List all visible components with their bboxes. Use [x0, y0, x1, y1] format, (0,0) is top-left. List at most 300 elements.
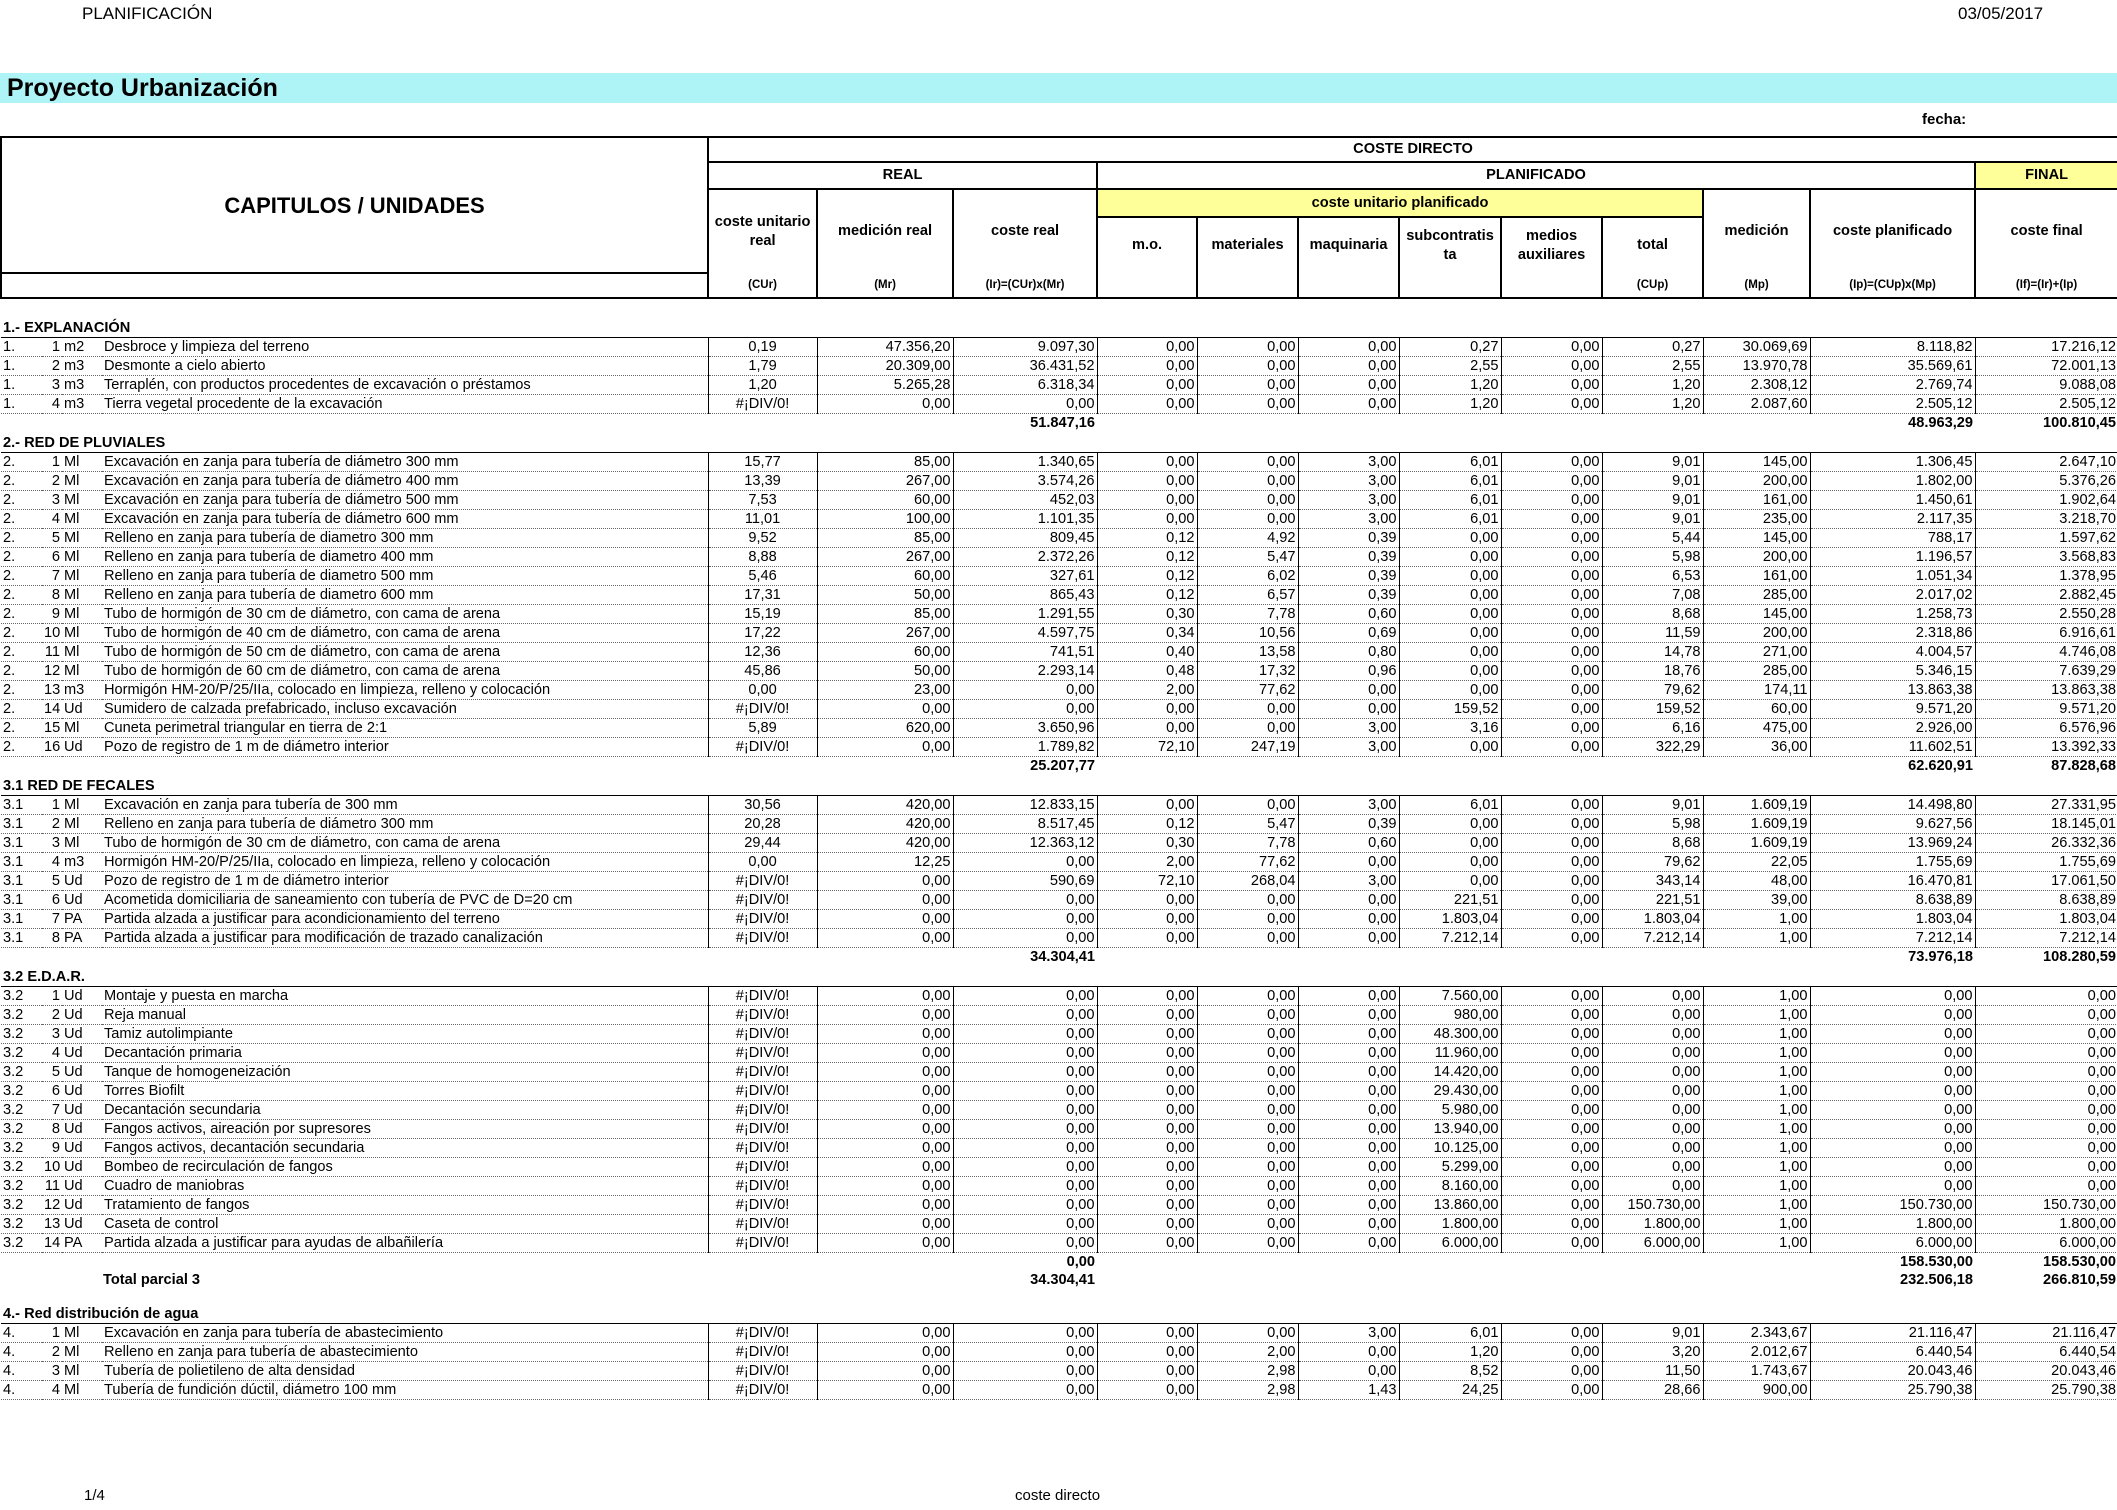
- cell-cu-real: 13,39: [708, 472, 817, 491]
- cell-subcontratista: 2,55: [1399, 357, 1501, 376]
- cell-mo: 0,12: [1097, 529, 1197, 548]
- cell-coste-planificado: 0,00: [1810, 1177, 1975, 1196]
- cell-maquinaria: 0,00: [1298, 1215, 1399, 1234]
- cell-maquinaria: 0,00: [1298, 1120, 1399, 1139]
- cell-total: 0,00: [1602, 1120, 1703, 1139]
- cell-maquinaria: 0,00: [1298, 395, 1399, 414]
- cell-total: 0,00: [1602, 1158, 1703, 1177]
- cell-subcontratista: 24,25: [1399, 1381, 1501, 1400]
- cell-medicion: 200,00: [1703, 624, 1810, 643]
- table-row: [1, 1381, 2117, 1400]
- cell-subcontratista: 0,00: [1399, 662, 1501, 681]
- cell-materiales: 0,00: [1197, 1025, 1298, 1044]
- cell-unit: Ml: [62, 567, 102, 586]
- cell-item-number: 14: [44, 1235, 61, 1251]
- cell-total: 11,50: [1602, 1362, 1703, 1381]
- cell-mo: 0,00: [1097, 1101, 1197, 1120]
- cell-coste-final: 6.576,96: [1975, 719, 2117, 738]
- cell-item-number: 7: [42, 567, 62, 586]
- cell-coste-final: 13.392,33: [1975, 738, 2117, 757]
- formula-total: (CUp): [1602, 273, 1703, 298]
- cell-mo: 0,00: [1097, 1324, 1197, 1343]
- cell-coste-planificado: 25.790,38: [1810, 1381, 1975, 1400]
- cell-materiales: 0,00: [1197, 1196, 1298, 1215]
- cell-medicion: 1,00: [1703, 1139, 1810, 1158]
- cell-mo: 0,00: [1097, 910, 1197, 929]
- cell-unit: Ud: [62, 1063, 102, 1082]
- cell-coste-planificado: 20.043,46: [1810, 1362, 1975, 1381]
- cell-unit: PA: [62, 1234, 102, 1253]
- cell-coste-final: 13.863,38: [1975, 681, 2117, 700]
- total-label: [1, 1253, 708, 1272]
- cell-coste-final: 7.639,29: [1975, 662, 2117, 681]
- maquinaria-header: maquinaria: [1298, 217, 1399, 273]
- subcontratista-header: subcontratis ta: [1399, 217, 1501, 273]
- cell-subcontratista: 8.160,00: [1399, 1177, 1501, 1196]
- table-row: [1, 472, 2117, 491]
- cell-cu-real: #¡DIV/0!: [708, 1177, 817, 1196]
- cell-unit: Ml: [62, 586, 102, 605]
- table-row: [1, 395, 2117, 414]
- cell-description: Excavación en zanja para tubería de abastecimiento: [102, 1324, 708, 1343]
- cell-item-number: 1: [42, 453, 62, 472]
- cell-coste-final: 0,00: [1975, 1006, 2117, 1025]
- cell-maquinaria: 0,00: [1298, 987, 1399, 1006]
- cell-unit: Ud: [62, 700, 102, 719]
- cell-medios: 0,00: [1501, 738, 1602, 757]
- cell-medicion: 22,05: [1703, 853, 1810, 872]
- cell-unit: Ml: [62, 605, 102, 624]
- cell-description: Excavación en zanja para tubería de diámetro 600 mm: [102, 510, 708, 529]
- cell-coste-final: 17.216,12: [1975, 338, 2117, 357]
- cell-description: Fangos activos, aireación por supresores: [102, 1120, 708, 1139]
- cell-code: 2.: [1, 586, 42, 605]
- cell-materiales: 0,00: [1197, 987, 1298, 1006]
- cell-item-number: 2: [42, 1343, 62, 1362]
- table-row: [1, 1006, 2117, 1025]
- table-row: [1, 624, 2117, 643]
- cell-medios: 0,00: [1501, 834, 1602, 853]
- cell-total: 0,27: [1602, 338, 1703, 357]
- cell-item-number: 8: [42, 929, 62, 948]
- cell-code: 2.: [1, 548, 42, 567]
- cell-coste-real: 0,00: [953, 1381, 1097, 1400]
- cell-total: 3,20: [1602, 1343, 1703, 1362]
- cell-code: 2.: [1, 491, 42, 510]
- table-row: [1, 529, 2117, 548]
- cell-item-number: 12: [44, 663, 61, 679]
- cell-coste-real: 0,00: [953, 891, 1097, 910]
- cell-medios: 0,00: [1501, 1381, 1602, 1400]
- cell-materiales: 0,00: [1197, 910, 1298, 929]
- materiales-header: materiales: [1197, 217, 1298, 273]
- cell-coste-final: 0,00: [1975, 1101, 2117, 1120]
- cell-coste-planificado: 14.498,80: [1810, 796, 1975, 815]
- section-header-row: [1, 1303, 2117, 1324]
- cell-item-number: 13: [44, 1216, 61, 1232]
- table-row: [1, 834, 2117, 853]
- cell-description: Excavación en zanja para tubería de diámetro 500 mm: [102, 491, 708, 510]
- cell-cu-real: #¡DIV/0!: [708, 1139, 817, 1158]
- cell-coste-final: 9.088,08: [1975, 376, 2117, 395]
- cell-coste-real: 8.517,45: [953, 815, 1097, 834]
- cell-total: 1,20: [1602, 376, 1703, 395]
- cell-materiales: 0,00: [1197, 1044, 1298, 1063]
- cell-medicion-real: 20.309,00: [817, 357, 953, 376]
- cell-medicion: 1,00: [1703, 1158, 1810, 1177]
- cell-maquinaria: 3,00: [1298, 738, 1399, 757]
- cell-code: 3.2: [1, 1120, 42, 1139]
- cell-coste-final: 21.116,47: [1975, 1324, 2117, 1343]
- cell-medicion: 1.609,19: [1703, 815, 1810, 834]
- cell-coste-final: 3.568,83: [1975, 548, 2117, 567]
- cell-cu-real: #¡DIV/0!: [708, 872, 817, 891]
- cell-coste-planificado: 13.969,24: [1810, 834, 1975, 853]
- cell-code: 3.2: [1, 987, 42, 1006]
- cell-coste-real: 0,00: [953, 1025, 1097, 1044]
- section-total-row: [1, 1253, 2117, 1272]
- cell-unit: Ud: [62, 1006, 102, 1025]
- cell-medicion: 39,00: [1703, 891, 1810, 910]
- cell-cu-real: 17,22: [708, 624, 817, 643]
- table-row: [1, 1158, 2117, 1177]
- cell-coste-planificado: 150.730,00: [1810, 1196, 1975, 1215]
- cell-subcontratista: 1,20: [1399, 1343, 1501, 1362]
- cell-medicion-real: 0,00: [817, 1362, 953, 1381]
- cell-medicion-real: 0,00: [817, 1381, 953, 1400]
- cell-code: 1.: [1, 357, 42, 376]
- cell-description: Desbroce y limpieza del terreno: [102, 338, 708, 357]
- formula-coste-real: (Ir)=(CUr)x(Mr): [953, 273, 1097, 298]
- cell-medicion: 1,00: [1703, 910, 1810, 929]
- cell-item-number: 1: [42, 338, 62, 357]
- cell-subcontratista: 1,20: [1399, 395, 1501, 414]
- cell-medicion-real: 0,00: [817, 1025, 953, 1044]
- cell-item-number: 3: [42, 376, 62, 395]
- cell-cu-real: 20,28: [708, 815, 817, 834]
- cell-coste-final: 1.800,00: [1975, 1215, 2117, 1234]
- cell-maquinaria: 0,00: [1298, 1025, 1399, 1044]
- table-row: [1, 357, 2117, 376]
- cell-medicion: 200,00: [1703, 548, 1810, 567]
- cell-materiales: 0,00: [1197, 929, 1298, 948]
- cell-materiales: 0,00: [1197, 719, 1298, 738]
- cell-medicion-real: 85,00: [817, 605, 953, 624]
- cell-medicion: 1,00: [1703, 1120, 1810, 1139]
- cell-maquinaria: 0,00: [1298, 1139, 1399, 1158]
- cell-subcontratista: 5.299,00: [1399, 1158, 1501, 1177]
- cell-code: 2.: [1, 719, 42, 738]
- cell-code: 2.: [1, 643, 42, 662]
- table-row: [1, 662, 2117, 681]
- cell-medicion-real: 267,00: [817, 472, 953, 491]
- cell-coste-real: 741,51: [953, 643, 1097, 662]
- cell-cu-real: 9,52: [708, 529, 817, 548]
- cu-real-header: coste unitario real: [708, 189, 817, 273]
- cost-table: [0, 136, 2117, 1400]
- cell-coste-real: 9.097,30: [953, 338, 1097, 357]
- cell-subcontratista: 0,00: [1399, 643, 1501, 662]
- cell-cu-real: 0,00: [708, 853, 817, 872]
- total-label: [1, 414, 708, 433]
- cell-subcontratista: 7.560,00: [1399, 987, 1501, 1006]
- cell-mo: 0,00: [1097, 1234, 1197, 1253]
- cell-maquinaria: 3,00: [1298, 453, 1399, 472]
- cell-item-number: 16: [44, 739, 61, 755]
- cell-maquinaria: 0,00: [1298, 1044, 1399, 1063]
- cell-coste-real: 0,00: [953, 1044, 1097, 1063]
- cell-mo: 0,00: [1097, 357, 1197, 376]
- cell-coste-real: 0,00: [953, 1177, 1097, 1196]
- cell-materiales: 0,00: [1197, 1215, 1298, 1234]
- cell-total: 79,62: [1602, 853, 1703, 872]
- cell-item-number: 10: [44, 1159, 61, 1175]
- cell-item-number: 8: [42, 1120, 62, 1139]
- cell-materiales: 0,00: [1197, 338, 1298, 357]
- cell-cu-real: 5,89: [708, 719, 817, 738]
- cell-item-number: 3: [42, 1025, 62, 1044]
- cell-medicion: 60,00: [1703, 700, 1810, 719]
- cell-unit: Ud: [62, 1215, 102, 1234]
- cell-code: 1.: [1, 338, 42, 357]
- cell-code: 3.2: [1, 1063, 42, 1082]
- cell-coste-final: 72.001,13: [1975, 357, 2117, 376]
- cell-maquinaria: 3,00: [1298, 472, 1399, 491]
- medios-header: medios auxiliares: [1501, 217, 1602, 273]
- cell-description: Relleno en zanja para tubería de abastecimiento: [102, 1343, 708, 1362]
- cell-medicion: 1,00: [1703, 1196, 1810, 1215]
- cell-maquinaria: 0,00: [1298, 1101, 1399, 1120]
- cell-maquinaria: 0,00: [1298, 1362, 1399, 1381]
- cell-code: 3.1: [1, 891, 42, 910]
- cell-description: Montaje y puesta en marcha: [102, 987, 708, 1006]
- cell-medicion-real: 0,00: [817, 1158, 953, 1177]
- cell-unit: Ud: [62, 1158, 102, 1177]
- cell-medicion-real: 0,00: [817, 1101, 953, 1120]
- cell-cu-real: 0,00: [708, 681, 817, 700]
- cell-subcontratista: 11.960,00: [1399, 1044, 1501, 1063]
- cell-total: 8,68: [1602, 834, 1703, 853]
- cell-medicion-real: 0,00: [817, 1006, 953, 1025]
- cell-mo: 0,12: [1097, 567, 1197, 586]
- cell-item-number: 9: [42, 1139, 62, 1158]
- cell-unit: m3: [62, 376, 102, 395]
- cell-total: 0,00: [1602, 1063, 1703, 1082]
- cell-subcontratista: 0,00: [1399, 834, 1501, 853]
- cell-unit: Ml: [62, 719, 102, 738]
- cell-cu-real: #¡DIV/0!: [708, 1196, 817, 1215]
- cell-item-number: 3: [42, 834, 62, 853]
- cell-total: 5,98: [1602, 815, 1703, 834]
- cell-description: Cuadro de maniobras: [102, 1177, 708, 1196]
- cell-item-number: 2: [42, 1006, 62, 1025]
- cell-coste-planificado: 11.602,51: [1810, 738, 1975, 757]
- cell-subcontratista: 0,27: [1399, 338, 1501, 357]
- cell-medios: 0,00: [1501, 987, 1602, 1006]
- cell-code: 2.: [1, 681, 42, 700]
- cell-subcontratista: 14.420,00: [1399, 1063, 1501, 1082]
- cell-coste-final: 6.916,61: [1975, 624, 2117, 643]
- section-header-row: [1, 317, 2117, 338]
- capitulos-header-foot: [1, 273, 708, 298]
- cell-medicion: 271,00: [1703, 643, 1810, 662]
- capitulos-header: CAPITULOS / UNIDADES: [1, 137, 708, 273]
- cell-coste-planificado: 5.346,15: [1810, 662, 1975, 681]
- cell-mo: 0,00: [1097, 891, 1197, 910]
- cell-coste-final: 0,00: [1975, 1158, 2117, 1177]
- total-coste-real: 51.847,16: [1030, 415, 1096, 431]
- cell-item-number: 13: [44, 682, 61, 698]
- cell-total: 159,52: [1602, 700, 1703, 719]
- page-number: 1/4: [84, 1487, 105, 1504]
- cell-medicion-real: 420,00: [817, 796, 953, 815]
- cell-subcontratista: 7.212,14: [1399, 929, 1501, 948]
- cell-coste-final: 20.043,46: [1975, 1362, 2117, 1381]
- cell-coste-real: 327,61: [953, 567, 1097, 586]
- cell-cu-real: #¡DIV/0!: [708, 395, 817, 414]
- cell-description: Cuneta perimetral triangular en tierra de 2:1: [102, 719, 708, 738]
- cell-description: Hormigón HM-20/P/25/IIa, colocado en limpieza, relleno y colocación: [102, 681, 708, 700]
- cell-code: 3.2: [1, 1196, 42, 1215]
- cell-coste-final: 0,00: [1975, 1044, 2117, 1063]
- cell-description: Decantación secundaria: [102, 1101, 708, 1120]
- cell-mo: 0,00: [1097, 1044, 1197, 1063]
- section-title: 4.- Red distribución de agua: [3, 1306, 199, 1322]
- medicion-header: medición: [1703, 189, 1810, 273]
- cell-cu-real: #¡DIV/0!: [708, 1158, 817, 1177]
- cell-cu-real: 5,46: [708, 567, 817, 586]
- cell-description: Bombeo de recirculación de fangos: [102, 1158, 708, 1177]
- cell-mo: 0,00: [1097, 338, 1197, 357]
- cell-materiales: 0,00: [1197, 1324, 1298, 1343]
- cell-code: 4.: [1, 1381, 42, 1400]
- cell-unit: m3: [62, 681, 102, 700]
- cell-total: 9,01: [1602, 453, 1703, 472]
- table-row: [1, 987, 2117, 1006]
- cell-subcontratista: 5.980,00: [1399, 1101, 1501, 1120]
- cell-cu-real: #¡DIV/0!: [708, 929, 817, 948]
- cell-total: 1.803,04: [1602, 910, 1703, 929]
- cell-coste-planificado: 788,17: [1810, 529, 1975, 548]
- cell-coste-real: 0,00: [953, 1215, 1097, 1234]
- cell-materiales: 0,00: [1197, 796, 1298, 815]
- cell-description: Relleno en zanja para tubería de diametro 400 mm: [102, 548, 708, 567]
- cell-maquinaria: 3,00: [1298, 1324, 1399, 1343]
- cell-subcontratista: 0,00: [1399, 548, 1501, 567]
- cell-maquinaria: 0,00: [1298, 681, 1399, 700]
- cell-maquinaria: 0,00: [1298, 1177, 1399, 1196]
- cell-medicion-real: 0,00: [817, 1196, 953, 1215]
- table-row: [1, 510, 2117, 529]
- medicion-real-header: medición real: [817, 189, 953, 273]
- cell-medios: 0,00: [1501, 681, 1602, 700]
- cell-mo: 0,00: [1097, 929, 1197, 948]
- cell-description: Tanque de homogeneización: [102, 1063, 708, 1082]
- cell-maquinaria: 0,00: [1298, 910, 1399, 929]
- cell-unit: Ml: [62, 472, 102, 491]
- cell-subcontratista: 0,00: [1399, 853, 1501, 872]
- cell-total: 9,01: [1602, 796, 1703, 815]
- total-coste-final: 100.810,45: [2043, 415, 2117, 431]
- table-row: [1, 815, 2117, 834]
- cell-medios: 0,00: [1501, 586, 1602, 605]
- table-row: [1, 796, 2117, 815]
- cell-mo: 2,00: [1097, 681, 1197, 700]
- cell-medios: 0,00: [1501, 1101, 1602, 1120]
- cell-medicion: 13.970,78: [1703, 357, 1810, 376]
- cell-coste-planificado: 35.569,61: [1810, 357, 1975, 376]
- cell-code: 3.1: [1, 815, 42, 834]
- cell-item-number: 2: [42, 815, 62, 834]
- cell-description: Excavación en zanja para tubería de 300 mm: [102, 796, 708, 815]
- cell-cu-real: #¡DIV/0!: [708, 987, 817, 1006]
- cell-total: 14,78: [1602, 643, 1703, 662]
- cell-maquinaria: 0,69: [1298, 624, 1399, 643]
- cell-unit: Ml: [62, 453, 102, 472]
- cell-materiales: 4,92: [1197, 529, 1298, 548]
- cell-unit: m3: [62, 357, 102, 376]
- cell-medicion-real: 0,00: [817, 929, 953, 948]
- cell-mo: 0,12: [1097, 815, 1197, 834]
- cell-code: 3.2: [1, 1006, 42, 1025]
- cell-materiales: 77,62: [1197, 853, 1298, 872]
- cell-mo: 0,00: [1097, 1381, 1197, 1400]
- cell-maquinaria: 0,00: [1298, 891, 1399, 910]
- cell-mo: 0,00: [1097, 491, 1197, 510]
- cell-unit: m3: [62, 853, 102, 872]
- cell-coste-final: 18.145,01: [1975, 815, 2117, 834]
- cell-mo: 72,10: [1097, 872, 1197, 891]
- cell-code: 2.: [1, 700, 42, 719]
- cell-materiales: 2,00: [1197, 1343, 1298, 1362]
- total-coste-real: 25.207,77: [1030, 758, 1096, 774]
- page-header-title: PLANIFICACIÓN: [82, 4, 213, 23]
- cell-code: 3.2: [1, 1234, 42, 1253]
- cell-coste-real: 0,00: [953, 1158, 1097, 1177]
- cell-coste-final: 26.332,36: [1975, 834, 2117, 853]
- cell-medios: 0,00: [1501, 338, 1602, 357]
- cell-medicion-real: 50,00: [817, 662, 953, 681]
- cell-unit: PA: [62, 929, 102, 948]
- cell-item-number: 4: [42, 853, 62, 872]
- cell-coste-planificado: 0,00: [1810, 1063, 1975, 1082]
- formula-coste-final: (If)=(Ir)+(Ip): [1975, 273, 2117, 298]
- cell-coste-real: 0,00: [953, 987, 1097, 1006]
- cell-mo: 0,00: [1097, 1063, 1197, 1082]
- cell-description: Acometida domiciliaria de saneamiento con tubería de PVC de D=20 cm: [102, 891, 708, 910]
- cell-total: 9,01: [1602, 472, 1703, 491]
- cell-item-number: 1: [42, 796, 62, 815]
- total-coste-planificado: 73.976,18: [1908, 949, 1974, 965]
- cell-unit: Ml: [62, 1362, 102, 1381]
- section-header-row: [1, 432, 2117, 453]
- table-row: [1, 853, 2117, 872]
- cell-subcontratista: 6,01: [1399, 1324, 1501, 1343]
- cell-maquinaria: 1,43: [1298, 1381, 1399, 1400]
- cell-medicion: 285,00: [1703, 662, 1810, 681]
- cell-item-number: 3: [42, 1362, 62, 1381]
- table-row: [1, 1324, 2117, 1343]
- total-coste-real: 0,00: [1066, 1254, 1096, 1270]
- cell-coste-real: 0,00: [953, 1006, 1097, 1025]
- cell-cu-real: 29,44: [708, 834, 817, 853]
- cell-materiales: 0,00: [1197, 1120, 1298, 1139]
- cell-maquinaria: 0,60: [1298, 605, 1399, 624]
- cell-medios: 0,00: [1501, 624, 1602, 643]
- final-header: FINAL: [1975, 162, 2117, 189]
- cell-medicion-real: 0,00: [817, 1139, 953, 1158]
- table-row: [1, 1362, 2117, 1381]
